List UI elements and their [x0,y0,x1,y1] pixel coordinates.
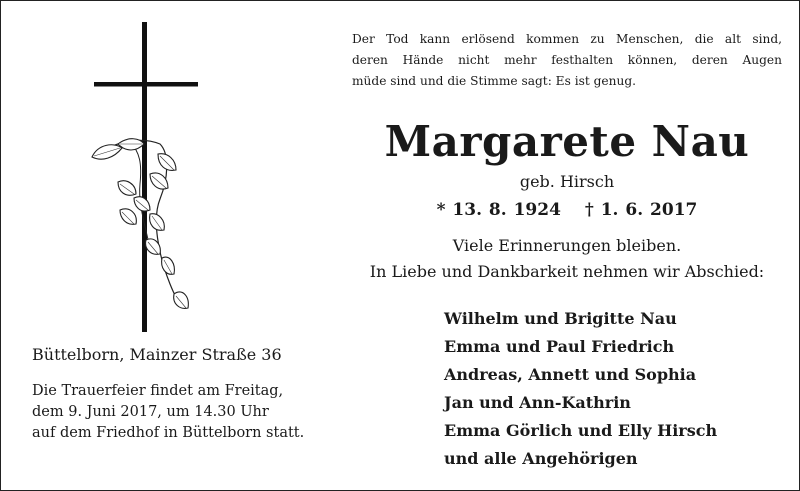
mourner-entry: Emma und Paul Friedrich [444,337,675,356]
mourners-list [444,305,717,473]
deceased-name: Margarete Nau [384,117,750,166]
farewell-phrase: In Liebe und Dankbarkeit nehmen wir Abschied: [369,262,765,281]
poem-line: Der Tod kann erlösend kommen zu Menschen, die alt sind, [352,32,782,46]
life-dates [352,200,782,220]
birth-date: * 13. 8. 1924 [436,200,561,220]
poem-line: müde sind und die Stimme sagt: Es ist genug. [352,74,637,88]
maiden-name: geb. Hirsch [519,172,615,191]
memory-phrase: Viele Erinnerungen bleiben. [452,236,682,255]
funeral-info [32,381,332,444]
mourner-entry: Wilhelm und Brigitte Nau [444,309,677,328]
mourner-entry: Jan und Ann-Kathrin [444,393,631,412]
poem [352,29,782,92]
mourner-entry: Andreas, Annett und Sophia [444,365,697,384]
funeral-line: dem 9. Juni 2017, um 14.30 Uhr [32,404,269,420]
mourner-entry: Emma Görlich und Elly Hirsch [444,421,718,440]
death-date: † 1. 6. 2017 [584,200,698,220]
poem-line: deren Hände nicht mehr festhalten können, deren Augen [352,53,782,67]
funeral-line: auf dem Friedhof in Büttelborn statt. [32,425,305,441]
cross-with-leaves-icon [70,14,230,334]
mourner-entry: und alle Angehörigen [444,449,638,468]
funeral-line: Die Trauerfeier findet am Freitag, [32,383,284,399]
address: Büttelborn, Mainzer Straße 36 [32,345,282,364]
